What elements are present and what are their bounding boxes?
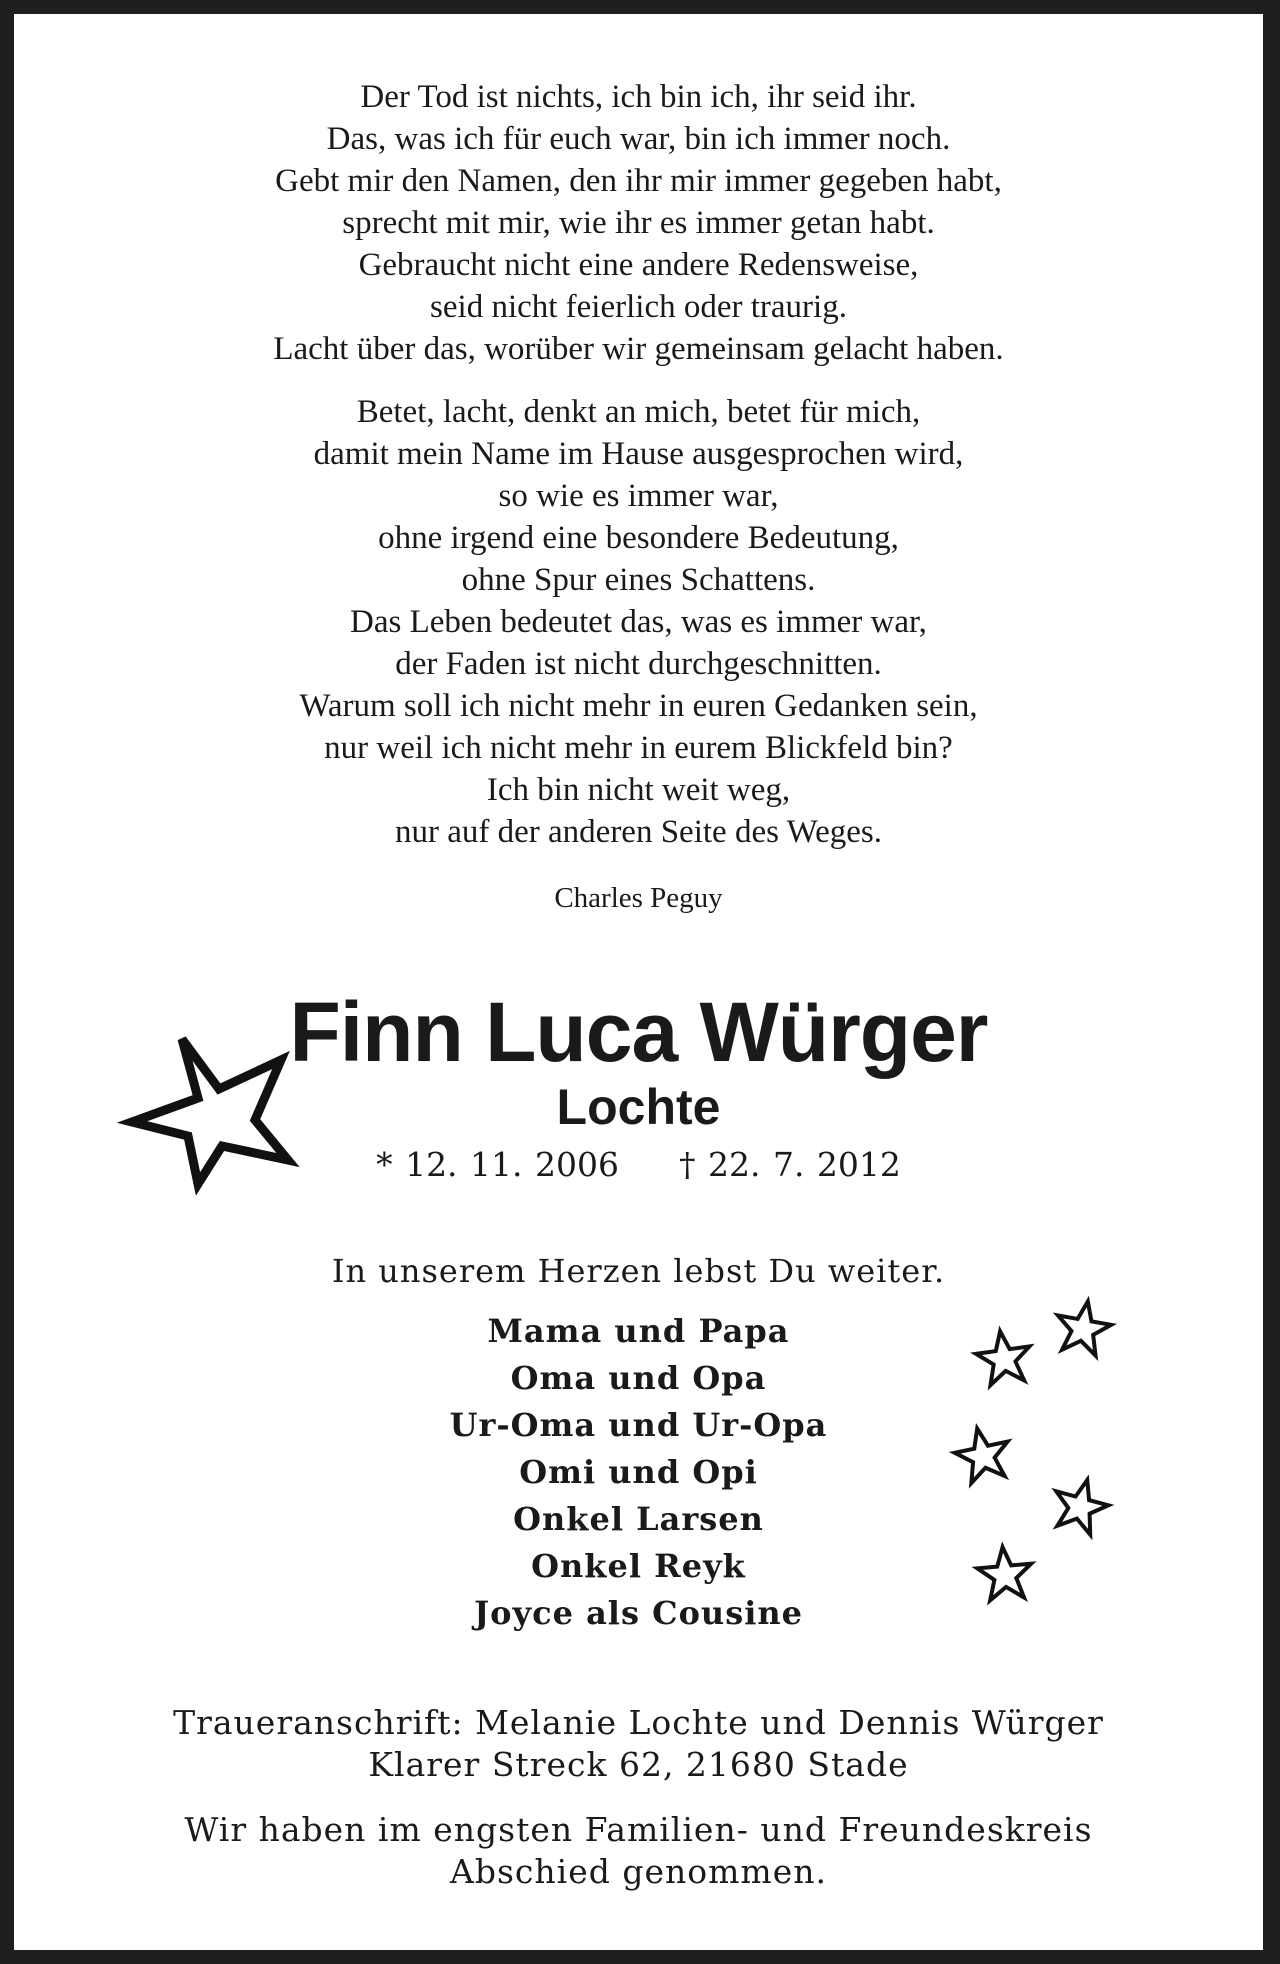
address-line: Klarer Streck 62, 21680 Stade — [368, 1745, 909, 1784]
poem-line: seid nicht feierlich oder traurig. — [430, 289, 847, 325]
poem-line: nur auf der anderen Seite des Weges. — [395, 814, 882, 850]
family-member: Onkel Larsen — [513, 1500, 764, 1538]
notice-line: Abschied genommen. — [450, 1852, 827, 1891]
death-date: † 22. 7. 2012 — [679, 1145, 901, 1184]
poem-line: der Faden ist nicht durchgeschnitten. — [395, 646, 882, 682]
poem-line: Gebt mir den Namen, den ihr mir immer gegeben habt, — [275, 163, 1002, 199]
poem-stanza-2 — [14, 391, 1263, 853]
family-member: Omi und Opi — [519, 1453, 758, 1491]
poem-line: Der Tod ist nichts, ich bin ich, ihr seid ihr. — [360, 79, 917, 115]
motto: In unserem Herzen lebst Du weiter. — [331, 1252, 946, 1290]
star-outline-icon — [969, 1324, 1039, 1394]
farewell-notice — [14, 1809, 1263, 1893]
poem-author: Charles Peguy — [554, 882, 723, 914]
poem-line: so wie es immer war, — [498, 478, 779, 514]
poem-line: Gebraucht nicht eine andere Redensweise, — [358, 247, 919, 283]
family-member: Ur-Oma und Ur-Opa — [449, 1406, 828, 1444]
family-member: Mama und Papa — [487, 1312, 790, 1350]
family-member: Onkel Reyk — [531, 1547, 746, 1585]
star-outline-icon — [970, 1540, 1040, 1610]
mourning-address — [14, 1702, 1263, 1786]
deceased-surname-line: Lochte — [556, 1079, 721, 1135]
birth-date: * 12. 11. 2006 — [376, 1145, 619, 1184]
family-member: Oma und Opa — [510, 1359, 767, 1397]
poem-line: Warum soll ich nicht mehr in euren Gedanken sein, — [299, 688, 978, 724]
poem-stanza-1 — [14, 76, 1263, 370]
poem-line: Betet, lacht, denkt an mich, betet für mich, — [356, 394, 921, 430]
poem-line: nur weil ich nicht mehr in eurem Blickfeld bin? — [324, 730, 953, 766]
star-outline-icon — [110, 1024, 300, 1194]
star-outline-icon — [948, 1421, 1018, 1491]
poem-line: sprecht mit mir, wie ihr es immer getan habt. — [342, 205, 935, 241]
poem-line: Das, was ich für euch war, bin ich immer noch. — [326, 121, 951, 157]
star-outline-icon — [1045, 1472, 1115, 1542]
poem-line: ohne irgend eine besondere Bedeutung, — [378, 520, 899, 556]
family-member: Joyce als Cousine — [474, 1594, 803, 1632]
star-outline-icon — [1048, 1294, 1118, 1364]
poem-line: damit mein Name im Hause ausgesprochen wird, — [313, 436, 964, 472]
poem-line: ohne Spur eines Schattens. — [461, 562, 816, 598]
address-line: Traueranschrift: Melanie Lochte und Dennis Würger — [173, 1703, 1104, 1742]
poem-line: Das Leben bedeutet das, was es immer war, — [350, 604, 927, 640]
poem-line: Ich bin nicht weit weg, — [486, 772, 791, 808]
obituary-page — [14, 14, 1263, 1950]
poem-line: Lacht über das, worüber wir gemeinsam gelacht haben. — [273, 331, 1004, 367]
deceased-name: Finn Luca Würger — [289, 985, 988, 1079]
notice-line: Wir haben im engsten Familien- und Freundeskreis — [184, 1810, 1093, 1849]
